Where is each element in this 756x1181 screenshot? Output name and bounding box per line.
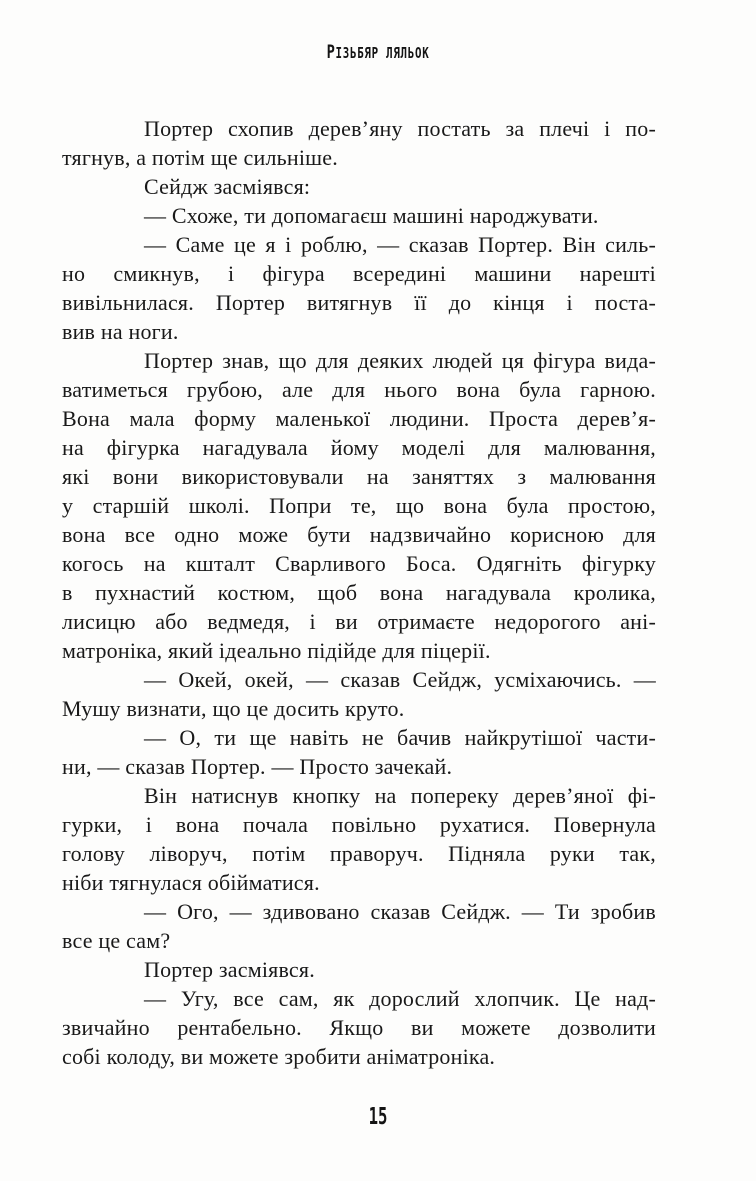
text-line: лисицю або ведмедя, і ви отримаєте недорогого ані- <box>62 609 656 634</box>
text-line: Сейдж засміявся: <box>144 174 311 199</box>
text-line: Портер схопив дерев’яну постать за плечі і по- <box>144 116 656 141</box>
text-line: на фігурка нагадувала йому моделі для малювання, <box>62 435 656 460</box>
text-line: гурки, і вона почала повільно рухатися. Повернула <box>62 812 656 837</box>
text-line: — Ого, — здивовано сказав Сейдж. — Ти зробив <box>144 899 656 924</box>
text-line: в пухнастий костюм, щоб вона нагадувала кролика, <box>62 580 656 605</box>
text-line: вив на ноги. <box>62 319 179 344</box>
text-line: ніби тягнулася обійматися. <box>62 870 320 895</box>
text-line: все це сам? <box>62 928 171 953</box>
text-line: Вона мала форму маленької людини. Проста дерев’я- <box>62 406 656 431</box>
text-line: — Саме це я і роблю, — сказав Портер. Він силь- <box>144 232 656 257</box>
text-line: у старшій школі. Попри те, що вона була простою, <box>62 493 656 518</box>
text-line: но смикнув, і фігура всередині машини нарешті <box>62 261 656 286</box>
text-line: тягнув, а потім ще сильніше. <box>62 145 338 170</box>
page-number: 15 <box>368 1104 388 1130</box>
text-line: Портер засміявся. <box>144 957 315 982</box>
text-line: — Окей, окей, — сказав Сейдж, усміхаючись. — <box>144 667 656 692</box>
text-line: матроніка, який ідеально підійде для піцерії. <box>62 638 491 663</box>
text-line: — Угу, все сам, як дорослий хлопчик. Це над- <box>144 986 656 1011</box>
text-line: когось на кшталт Сварливого Боса. Одягніть фігурку <box>62 551 656 576</box>
text-line: вона все одно може бути надзвичайно корисною для <box>62 522 656 547</box>
text-line: Він натиснув кнопку на попереку дерев’яної фі- <box>144 783 656 808</box>
text-line: голову ліворуч, потім праворуч. Підняла руки так, <box>62 841 656 866</box>
text-line: Мушу визнати, що це досить круто. <box>62 696 405 721</box>
running-header: РІЗЬБЯР ЛЯЛЬОК <box>326 41 430 63</box>
text-line: собі колоду, ви можете зробити аніматроніка. <box>62 1044 496 1069</box>
text-line: — Схоже, ти допомагаєш машині народжувати. <box>144 203 599 228</box>
text-line: вивільнилася. Портер витягнув її до кінця і поста- <box>62 290 656 315</box>
text-line: ни, — сказав Портер. — Просто зачекай. <box>62 754 453 779</box>
text-block <box>62 114 656 1071</box>
text-line: Портер знав, що для деяких людей ця фігура вида- <box>144 348 656 373</box>
text-line: звичайно рентабельно. Якщо ви можете дозволити <box>62 1015 656 1040</box>
text-line: ватиметься грубою, але для нього вона була гарною. <box>62 377 656 402</box>
text-line: — О, ти ще навіть не бачив найкрутішої части- <box>144 725 656 750</box>
text-line: які вони використовували на заняттях з малювання <box>62 464 656 489</box>
